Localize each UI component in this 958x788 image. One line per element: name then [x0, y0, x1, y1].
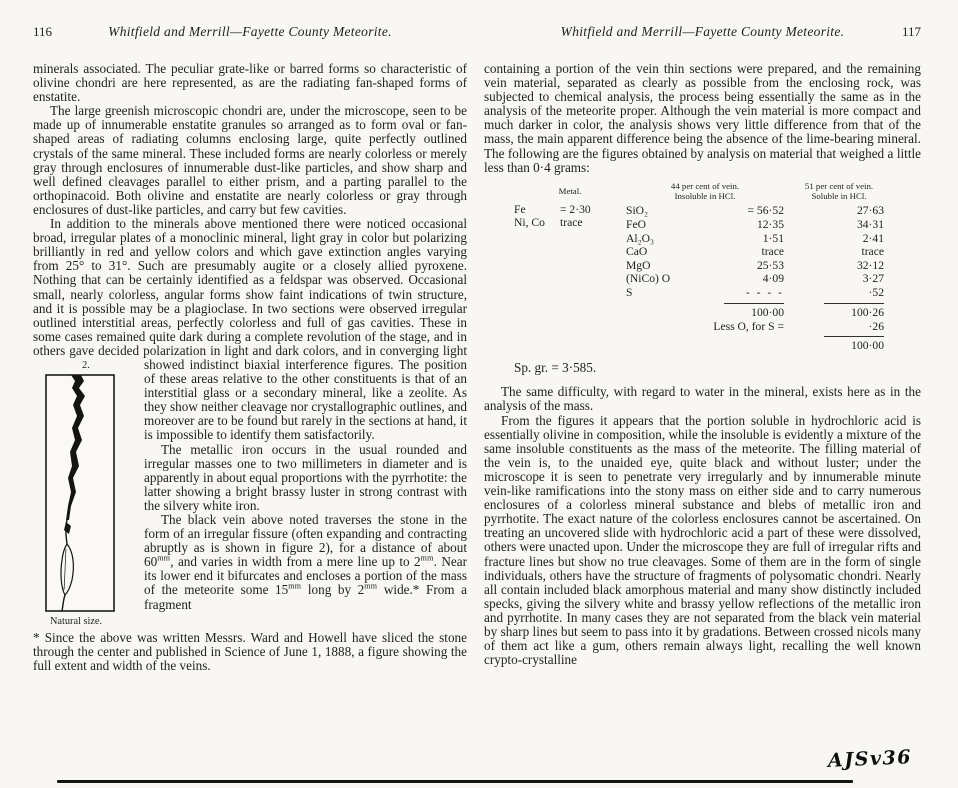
- vein-small-blob: [64, 522, 71, 534]
- figure-2: [33, 359, 135, 629]
- insoluble-cell: 1·51: [762, 231, 784, 245]
- oxide-columns: [626, 182, 894, 353]
- page-right: [484, 24, 921, 667]
- soluble-cell: ·52: [868, 285, 884, 299]
- compound-cell: FeO: [626, 217, 646, 231]
- soluble-cell: 27·63: [856, 204, 884, 218]
- page-number-left: 116: [33, 24, 53, 39]
- table-row: [626, 204, 894, 218]
- vein-lower-line: [62, 595, 65, 611]
- compound-cell: CaO: [626, 245, 648, 259]
- table-row: [626, 245, 894, 259]
- table-row: [626, 286, 894, 300]
- table-row: [626, 218, 894, 232]
- text-segment: . Near its lower end it bifurcates and encloses a portion of the mass of the meteorite some 15: [144, 554, 468, 598]
- text-segment: , and varies in width from a mere line up to 2: [170, 554, 421, 570]
- table-row: [514, 203, 626, 217]
- figure-caption: Natural size.: [50, 616, 103, 628]
- compound-cell: Al₂O₃: [626, 231, 655, 245]
- vein-lens-inner-line: [64, 549, 66, 590]
- soluble-header-line1: 51 per cent of vein.: [804, 180, 874, 191]
- final-total: 100·00: [824, 336, 884, 353]
- right-body-text: [484, 62, 921, 667]
- insoluble-cell: 12·35: [756, 217, 784, 231]
- final-total-row: [626, 336, 894, 353]
- running-header-left: [33, 24, 467, 46]
- metal-column-header: Metal.: [558, 185, 582, 196]
- figure-number: 2.: [82, 359, 90, 371]
- page-left: [33, 24, 467, 673]
- table-row: [626, 259, 894, 273]
- metal-element-cell: Ni, Co: [514, 216, 545, 230]
- insoluble-header-line2: Insoluble in HCl.: [674, 190, 736, 201]
- vein-lens-bifurcation: [61, 544, 73, 595]
- less-oxygen-label: Less O, for S =: [713, 320, 784, 334]
- less-oxygen-row: [626, 320, 894, 334]
- insoluble-cell: - - - -: [745, 285, 784, 299]
- running-title-right: Whitfield and Merrill—Fayette County Meteorite.: [560, 24, 845, 39]
- text-segment: long by 2: [301, 582, 365, 598]
- insoluble-total: 100·00: [724, 303, 784, 320]
- paragraph-water-difficulty: The same difficulty, with regard to water in the mineral, exists here as in the analysis of the mass.: [484, 384, 921, 414]
- soluble-cell: trace: [861, 245, 884, 259]
- scan-edge-line: [57, 780, 853, 783]
- soluble-column-header: [784, 182, 894, 202]
- mm-superscript: mm: [157, 553, 171, 563]
- insoluble-column-header: [626, 182, 784, 202]
- paragraph-metallic-iron: The metallic iron occurs in the usual rounded and irregular masses one to two millimeters in diameter and is apparently in about equal proportions with the pyrrhotite: the latter showing a bright brassy luster in strong contrast with the silvery white iron.: [144, 441, 467, 513]
- compound-cell: S: [626, 285, 633, 299]
- insoluble-cell: 25·53: [756, 258, 784, 272]
- paragraph-part-after-figure: indistinct biaxial interference figures. The position of these areas relative to the other constituents is that of an interstitial glass or a secondary mineral, like a zeolite. As they show neither cleavage nor crystallographic outlines, and moreover are to be found but rarely in the sections at hand, it is impossible to identify them satisfactorily.: [144, 356, 467, 443]
- mm-superscript: mm: [420, 553, 434, 563]
- footnote-ward-howell: * Since the above was written Messrs. Ward and Howell have sliced the stone through the center and published in Science of June 1, 1888, a figure showing the full extent and width of the veins.: [33, 630, 467, 674]
- mm-superscript: mm: [364, 582, 378, 592]
- oxide-column-headers: [626, 182, 894, 202]
- soluble-total: 100·26: [824, 303, 884, 320]
- soluble-cell: 32·12: [856, 258, 884, 272]
- paragraph-soluble-olivine: From the figures it appears that the portion soluble in hydrochloric acid is essentially olivine in composition, while the insoluble is evidently a mixture of the same insoluble constituents as the mass of the meteorite. The filling material of the vein is, to the unaided eye, quite black and without luster; under the microscope it is seen to penetrate very irregularly and by innumerable minute vein-like ramifications into the stony mass on either side and to carry numerous enclosures of a colorless mineral substance and blebs of metallic iron and pyrrhotite. The exact nature of the colorless enclosures cannot be ascertained. On treating an uncovered slide with hydrochloric acid a part of these were dissolved, others were unacted upon. Under the microscope they are full of irregular rifts and fracture lines but show no true cleavages. Some of them are in the form of single individuals, others have the structure of fragments of polysomatic chondri. Nearly all contain included black amorphous material and many show distinctly included specks, giving the silvery white and brassy yellow reflections of the metallic iron and pyrrhotite. In many cases they are not separated from the black vein material by sharp lines but seem to pass into it by gradations. Between crossed nicols many of them act like a gum, others remain always light, recalling the well known crypto-crystalline: [484, 412, 921, 668]
- insoluble-cell: = 56·52: [747, 204, 784, 218]
- table-row: [514, 216, 626, 230]
- soluble-cell: 2·41: [862, 231, 884, 245]
- metal-element-cell: Fe: [514, 202, 526, 216]
- compound-cell: SiO₂: [626, 204, 649, 218]
- table-row: [626, 232, 894, 246]
- vein-illustration: [45, 374, 115, 612]
- metal-value-cell: trace: [560, 216, 583, 230]
- less-oxygen-value: ·26: [868, 320, 884, 334]
- paragraph-greenish-chondri: The large greenish microscopic chondri are, under the microscope, seen to be made up of innumerable enstatite granules so arranged as to form oval or fan-shaped areas of radiating columns enclosing large, quite perfectly outlined crystals of the same mineral. These included forms are nearly colorless or merely gray through enclosures of innumerable dust-like particles, and show sharp and well defined cleavages parallel to either prism, and a parting parallel to the orthopinacoid. Both olivine and enstatite are nearly colorless or gray through enclosures of dust-like particles, and carry but few cavities.: [33, 103, 467, 217]
- totals-row: [626, 303, 894, 320]
- soluble-cell: 34·31: [856, 217, 884, 231]
- running-header-right: [484, 24, 921, 46]
- metal-column: [514, 182, 626, 353]
- analysis-table: [514, 182, 921, 353]
- compound-cell: MgO: [626, 258, 651, 272]
- paragraph-minerals-associated: minerals associated. The peculiar grate-like or barred forms so characteristic of olivine chondri are here represented, as are the radiating fan-shaped forms of enstatite.: [33, 61, 467, 105]
- text-segment: The black vein above noted traverses the stone in the form of an irregular fissure (often expanding and contracting abruptly as is shown in figure 2), for a distance of about 60: [144, 512, 467, 570]
- vein-upper-blob: [66, 375, 85, 520]
- insoluble-header-line1: 44 per cent of vein.: [670, 180, 740, 191]
- paragraph-vein-analysis: containing a portion of the vein thin sections were prepared, and the remaining vein material, separated as clearly as possible from the enclosing rock, was subjected to chemical analysis, the process being essentially the same as in the analysis of the meteorite proper. Although the vein material is more compact and much darker in color, the analysis shows very little difference from that of the mass, the main apparent difference being the absence of the lime-bearing mineral. The following are the figures obtained by analysis on material that weighed a little less than 0·4 grams:: [484, 61, 921, 175]
- handwritten-annotation: AJSv36: [827, 746, 913, 772]
- table-row: [626, 272, 894, 286]
- specific-gravity-line: Sp. gr. = 3·585.: [514, 360, 597, 376]
- soluble-header-line2: Soluble in HCl.: [811, 190, 867, 201]
- page-number-right: 117: [901, 24, 921, 39]
- mm-superscript: mm: [288, 582, 302, 592]
- insoluble-cell: trace: [761, 245, 784, 259]
- left-body-text: [33, 62, 467, 673]
- metal-value-cell: = 2·30: [560, 202, 591, 216]
- text-segment: wide.* From a fragment: [144, 582, 467, 612]
- compound-cell: (NiCo) O: [626, 272, 671, 286]
- paragraph-part-before-figure: In addition to the minerals above mentioned there were noticed occasional broad, irregular plates of a monoclinic mineral, light gray in color but polarizing brilliantly in red and yellow colors and which gave extinction angles varying from 25° to 31°. Such are presumably augite or a closely allied pyroxene. Nothing that can be certainly identified as a feldspar was observed. Occasional small, nearly colorless, angular forms show faint indications of twin structure, and it is possible may be a plagioclase. In two sections were observed irregular outlined interstitial areas, perfectly colorless and full of gas cavities. These in some cases remained quite dark during a complete revolution of the stage, and in others gave decided polarization in light and dark colors, and in converging light showed: [33, 216, 467, 372]
- insoluble-cell: 4·09: [762, 272, 784, 286]
- soluble-cell: 3·27: [862, 272, 884, 286]
- running-title-left: Whitfield and Merrill—Fayette County Meteorite.: [108, 24, 392, 39]
